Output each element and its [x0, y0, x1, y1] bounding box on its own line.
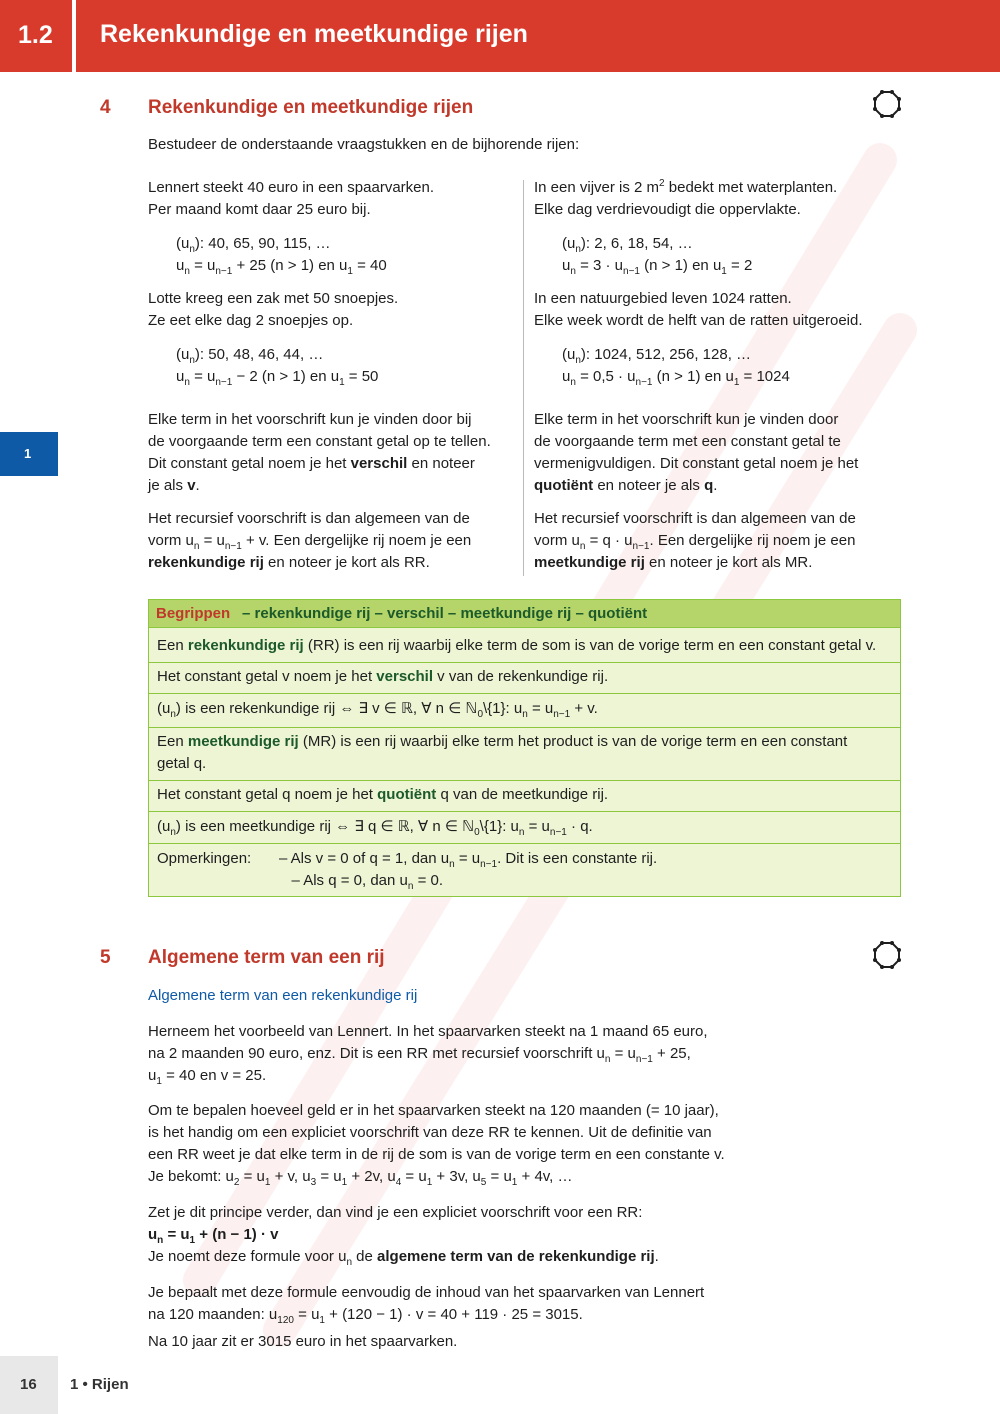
- page-title: Rekenkundige en meetkundige rijen: [100, 20, 528, 48]
- text-line: Lotte kreeg een zak met 50 snoepjes.: [148, 290, 399, 307]
- box-rule: [149, 811, 900, 812]
- page-number: 16: [20, 1376, 37, 1393]
- right-problem-2: In een natuurgebied leven 1024 ratten. Elke week wordt de helft van de ratten uitgeroeid.: [534, 290, 863, 329]
- text-line: Per maand komt daar 25 euro bij.: [148, 201, 371, 218]
- left-sequence-1: [176, 233, 387, 277]
- box-row-mr-formula: $(u_n)$ is een meetkundige rij ⇔ ∃ q ∈ ℝ, ∀ n ∈ ℕ$_0$\{1}: $u_n = u_{n-1} \cdot q$.: [157, 818, 593, 838]
- section-5-number: 5: [100, 947, 111, 968]
- right-recursive-summary: Het recursief voorschrift is dan algemeen van de vorm $u_n = q \cdot u_{n-1}$. Een dergelijke rij noem je een meetkundige rij en noteer je kort als MR.: [534, 510, 856, 571]
- section-number: 1.2: [18, 21, 53, 49]
- chapter-side-tab[interactable]: 1: [0, 432, 58, 476]
- box-remarks-label: Opmerkingen:: [157, 850, 252, 867]
- recursive-formula: $u_n = u_{n-1} - 2$ (n > 1) en $u_1 = 50$: [176, 368, 379, 388]
- box-row-rr-formula: $(u_n)$ is een rekenkundige rij ⇔ ∃ v ∈ ℝ, ∀ n ∈ ℕ$_0$\{1}: $u_n = u_{n-1} + v$.: [157, 700, 598, 720]
- recursive-formula: $u_n = 0,5 \cdot u_{n-1}$ (n > 1) en $u_1 = 1024$: [562, 368, 790, 388]
- box-rule: [149, 780, 900, 781]
- right-sequence-2: [562, 344, 790, 388]
- section-5-conclusion: Na 10 jaar zit er 3015 euro in het spaarvarken.: [148, 1333, 458, 1350]
- box-row-quotient: Het constant getal q noem je het quotiënt q van de meetkundige rij.: [157, 786, 609, 803]
- section-5-paragraph-1: Herneem het voorbeeld van Lennert. In het spaarvarken steekt na 1 maand 65 euro, na 2 maanden 90 euro, enz. Dit is een RR met recursief voorschrift $u_n = u_{n-1} + 25$, $u_1 = 40$ en v = 25.: [148, 1023, 708, 1087]
- sequence-terms: $(u_n)$: 40, 65, 90, 115, …: [176, 235, 331, 255]
- section-5-paragraph-2: Om te bepalen hoeveel geld er in het spaarvarken steekt na 120 maanden (= 10 jaar), is het handig om een expliciet voorschrift van deze RR te kennen. Uit de definitie van een RR weet je dat elke term in de rij de som is van de vorige term en een constante v. Je bekomt: $u_2 = u_1 + v$, $u_3 = u_1 + 2v$, $u_4 = u_1 + 3v$, $u_5 = u_1 + 4v$, …: [148, 1102, 725, 1188]
- box-head-terms: – rekenkundige rij – verschil – meetkundige rij – quotiënt: [242, 605, 648, 622]
- definitions-box: [148, 599, 901, 897]
- section-5-paragraph-3: Zet je dit principe verder, dan vind je een expliciet voorschrift voor een RR: $u_n = u_1 + (n - 1) \cdot v$ Je noemt deze formule voor $u_n$ de algemene term van de rekenkundige rij.: [148, 1204, 659, 1268]
- left-explanation: Elke term in het voorschrift kun je vinden door bij de voorgaande term een constant getal op te tellen. Dit constant getal noem je het verschil en noteer je als v.: [148, 411, 491, 494]
- section-5-subtitle: Algemene term van een rekenkundige rij: [148, 987, 418, 1004]
- sequence-terms: $(u_n)$: 2, 6, 18, 54, …: [562, 235, 693, 255]
- section-5-title: Algemene term van een rij: [148, 947, 385, 968]
- box-head-label: Begrippen: [156, 605, 231, 622]
- left-problem-2: [148, 288, 398, 332]
- box-row-mr-definition: Een meetkundige rij (MR) is een rij waarbij elke term het product is van de vorige term en een constant getal q.: [157, 733, 848, 772]
- left-recursive-summary: Het recursief voorschrift is dan algemeen van de vorm $u_n = u_{n-1} + v$. Een dergelijke rij noem je een rekenkundige rij en noteer je kort als RR.: [148, 510, 472, 571]
- octagon-icon: [872, 940, 902, 970]
- header-separator: [72, 0, 76, 72]
- left-problem-1: [148, 177, 434, 221]
- recursive-formula: $u_n = 3 \cdot u_{n-1}$ (n > 1) en $u_1 = 2$: [562, 257, 753, 277]
- left-sequence-2: [176, 344, 378, 388]
- box-row-rr-definition: Een rekenkundige rij (RR) is een rij waarbij elke term de som is van de vorige term en een constant getal v.: [157, 637, 877, 654]
- box-row-verschil: Het constant getal v noem je het verschil v van de rekenkundige rij.: [157, 668, 609, 685]
- text-line: Lennert steekt 40 euro in een spaarvarken.: [148, 179, 435, 196]
- box-rule: [149, 693, 900, 694]
- sequence-terms: $(u_n)$: 1024, 512, 256, 128, …: [562, 346, 752, 366]
- definitions-box-header: [149, 600, 900, 628]
- box-rule: [149, 727, 900, 728]
- section-4-title: Rekenkundige en meetkundige rijen: [148, 97, 474, 118]
- footer-chapter-label: 1 • Rijen: [70, 1376, 129, 1393]
- right-problem-1: In een vijver is 2 $m^2$ bedekt met waterplanten. Elke dag verdrievoudigt die oppervlakte.: [534, 178, 838, 218]
- recursive-formula: $u_n = u_{n-1} + 25$ (n > 1) en $u_1 = 40$: [176, 257, 387, 277]
- text-line: Ze eet elke dag 2 snoepjes op.: [148, 312, 354, 329]
- section-4-number: 4: [100, 97, 111, 118]
- right-sequence-1: [562, 233, 752, 277]
- right-explanation: Elke term in het voorschrift kun je vinden door de voorgaande term met een constant getal te vermenigvuldigen. Dit constant getal noem je het quotiënt en noteer je als q.: [534, 411, 859, 494]
- box-remarks: – Als v = 0 of q = 1, dan $u_n = u_{n-1}$. Dit is een constante rij. – Als q = 0, dan $u_n = 0$.: [279, 850, 658, 892]
- section-4-intro: Bestudeer de onderstaande vraagstukken en de bijhorende rijen:: [148, 136, 580, 153]
- box-rule: [149, 843, 900, 844]
- box-rule: [149, 662, 900, 663]
- octagon-icon: [872, 89, 902, 119]
- chapter-header: [0, 0, 1000, 72]
- column-divider: [523, 180, 524, 576]
- section-5-paragraph-4: Je bepaalt met deze formule eenvoudig de inhoud van het spaarvarken van Lennert na 120 maanden: $u_{120} = u_1 + (120 - 1) \cdot v = 40 + 119 \cdot 25 = 3015$.: [148, 1284, 705, 1326]
- sequence-terms: $(u_n)$: 50, 48, 46, 44, …: [176, 346, 324, 366]
